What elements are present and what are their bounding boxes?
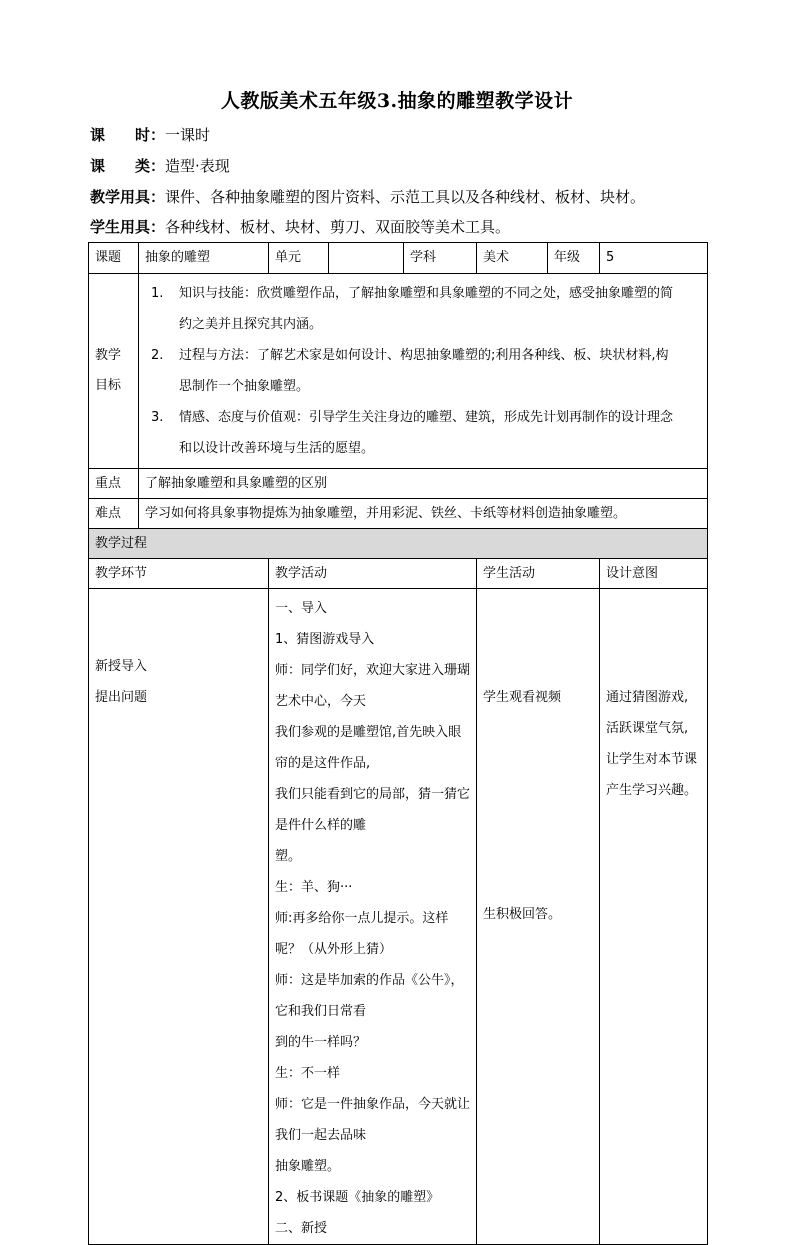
goal-item <box>143 340 703 402</box>
process-stage-line: 新授导入 <box>95 659 148 674</box>
focus-value: 了解抽象雕塑和具象雕塑的区别 <box>139 469 708 499</box>
process-title: 教学过程 <box>89 529 708 559</box>
teacher-activity-line: 我们只能看到它的局部，猜一猜它是件什么样的雕 <box>275 787 471 833</box>
process-col-stage: 教学环节 <box>89 559 269 589</box>
process-header-row <box>89 559 708 589</box>
teacher-activity-line: 到的牛一样吗？ <box>275 1035 367 1050</box>
difficulty-row <box>89 499 708 529</box>
design-intent-line: 让学生对本节课 <box>606 752 698 767</box>
goal-text-cont: 思制作一个抽象雕塑。 <box>179 379 310 394</box>
goal-text-cont: 约之美并且探究其内涵。 <box>179 317 323 332</box>
teacher-activity-line: 抽象雕塑。 <box>275 1159 341 1174</box>
difficulty-value: 学习如何将具象事物提炼为抽象雕塑，并用彩泥、铁丝、卡纸等材料创造抽象雕塑。 <box>139 499 708 529</box>
teacher-activity-line: 生：羊、狗··· <box>275 880 353 895</box>
teacher-activity-line: 师：同学们好，欢迎大家进入珊瑚艺术中心，今天 <box>275 663 471 709</box>
meta-type-value: 造型·表现 <box>165 157 230 175</box>
teacher-activity-line: 二、新授 <box>275 1221 328 1236</box>
subject-label: 学科 <box>404 243 477 274</box>
unit-label: 单元 <box>269 243 329 274</box>
process-title-row <box>89 529 708 559</box>
topic-value: 抽象的雕塑 <box>139 243 269 274</box>
teacher-activity-line: 师:再多给你一点儿提示。这样呢？（从外形上猜） <box>275 911 449 957</box>
meta-type-label: 课 类： <box>90 157 166 175</box>
process-col-student: 学生活动 <box>477 559 600 589</box>
goal-item <box>143 278 703 340</box>
meta-student-tools-label: 学生用具： <box>90 218 166 236</box>
focus-row <box>89 469 708 499</box>
teacher-activity-line: 塑。 <box>275 849 302 864</box>
student-activity-cell <box>477 589 600 1245</box>
teacher-activity-line: 生：不一样 <box>275 1066 341 1081</box>
process-stage-cell <box>89 589 269 1245</box>
goal-text: 过程与方法：了解艺术家是如何设计、构思抽象雕塑的;利用各种线、板、块状材料,构 <box>179 348 669 363</box>
goals-list <box>143 274 703 468</box>
topic-label: 课题 <box>89 243 139 274</box>
process-col-intent: 设计意图 <box>600 559 708 589</box>
goal-number: 2. <box>151 348 164 363</box>
teacher-activity-line: 师：这是毕加索的作品《公牛》，它和我们日常看 <box>275 973 464 1019</box>
header-row <box>89 243 708 274</box>
meta-student-tools-value: 各种线材、板材、块材、剪刀、双面胶等美术工具。 <box>165 218 511 236</box>
meta-period <box>90 124 210 145</box>
unit-value <box>329 243 404 274</box>
process-col-teacher: 教学活动 <box>269 559 477 589</box>
teacher-activity-cell <box>269 589 477 1245</box>
goals-label <box>89 274 139 469</box>
student-activity-line: 学生观看视频 <box>483 690 562 705</box>
goals-row <box>89 274 708 469</box>
teacher-activity-line: 2、板书课题《抽象的雕塑》 <box>275 1190 440 1205</box>
grade-label: 年级 <box>548 243 600 274</box>
goals-label-line: 教学 <box>95 348 122 363</box>
goal-item <box>143 402 703 464</box>
process-row <box>89 589 708 1245</box>
grade-value: 5 <box>600 243 708 274</box>
meta-student-tools <box>90 216 510 237</box>
goal-number: 3. <box>151 410 164 425</box>
teacher-activity-line: 一、导入 <box>275 601 328 616</box>
goal-number: 1. <box>151 286 164 301</box>
goal-text: 情感、态度与价值观：引导学生关注身边的雕塑、建筑，形成先计划再制作的设计理念 <box>179 410 674 425</box>
meta-type <box>90 155 230 176</box>
document-title: 人教版美术五年级3.抽象的雕塑教学设计 <box>220 90 574 112</box>
difficulty-label: 难点 <box>89 499 139 529</box>
meta-period-value: 一课时 <box>165 126 211 144</box>
goal-text-cont: 和以设计改善环境与生活的愿望。 <box>179 441 375 456</box>
student-activity-line: 生积极回答。 <box>483 907 562 922</box>
lesson-plan-table <box>88 242 708 1245</box>
design-intent-line: 产生学习兴趣。 <box>606 783 698 798</box>
teacher-activity-line: 1、猜图游戏导入 <box>275 632 375 647</box>
meta-teacher-tools <box>90 186 645 207</box>
subject-value: 美术 <box>477 243 548 274</box>
design-intent-line: 通过猜图游戏, <box>606 690 689 705</box>
goal-text: 知识与技能：欣赏雕塑作品，了解抽象雕塑和具象雕塑的不同之处，感受抽象雕塑的简 <box>179 286 674 301</box>
design-intent-line: 活跃课堂气氛, <box>606 721 689 736</box>
focus-label: 重点 <box>89 469 139 499</box>
teacher-activity-line: 师：它是一件抽象作品，今天就让我们一起去品味 <box>275 1097 471 1143</box>
goals-label-line: 目标 <box>95 378 122 393</box>
goals-content <box>139 274 708 469</box>
design-intent-cell <box>600 589 708 1245</box>
teacher-activity-line: 我们参观的是雕塑馆,首先映入眼帘的是这件作品, <box>275 725 462 771</box>
meta-teacher-tools-value: 课件、各种抽象雕塑的图片资料、示范工具以及各种线材、板材、块材。 <box>165 188 646 206</box>
meta-period-label: 课 时： <box>90 126 166 144</box>
meta-teacher-tools-label: 教学用具： <box>90 188 166 206</box>
process-stage-line: 提出问题 <box>95 690 148 705</box>
